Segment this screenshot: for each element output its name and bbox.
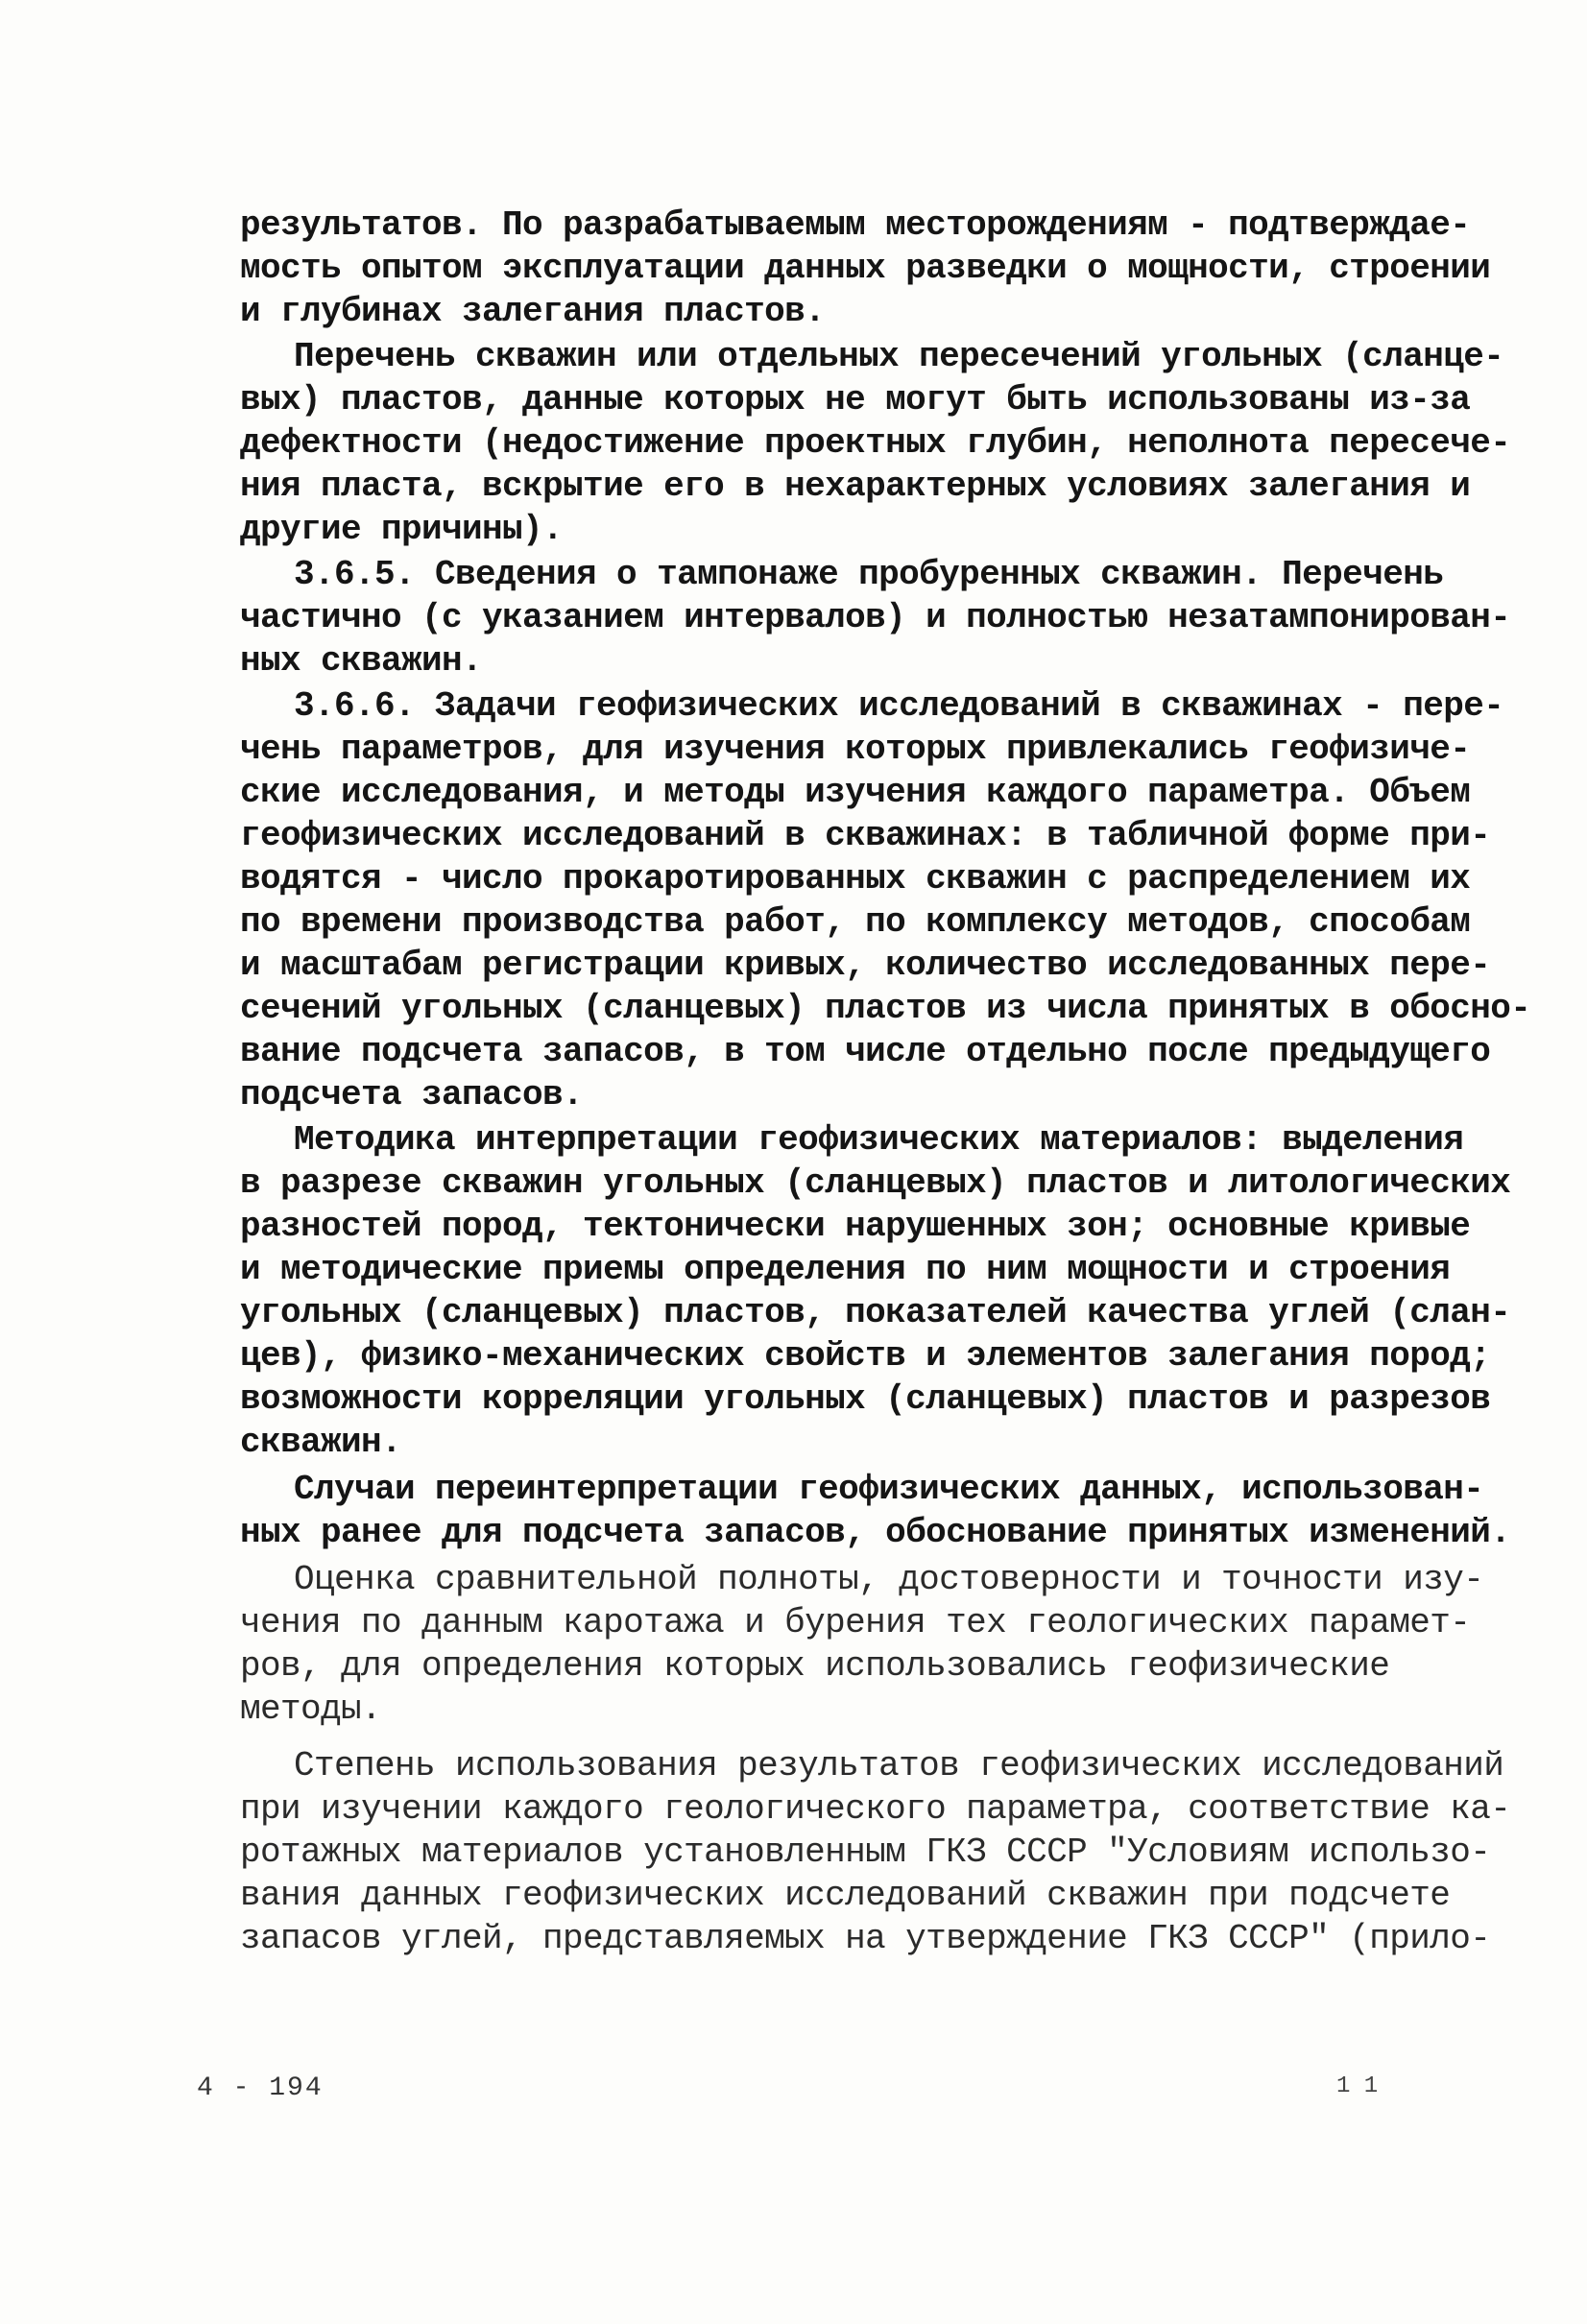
text-line: ротажных материалов установленным ГКЗ СССР "Условиям использо- xyxy=(240,1833,1491,1872)
paragraph xyxy=(240,335,1511,551)
text-line: ных ранее для подсчета запасов, обоснование принятых изменений. xyxy=(240,1513,1511,1552)
text-line: ские исследования, и методы изучения каждого параметра. Объем xyxy=(240,773,1471,812)
text-line: угольных (сланцевых) пластов, показателей качества углей (слан- xyxy=(240,1293,1511,1332)
text-line: запасов углей, представляемых на утверждение ГКЗ СССР" (прило- xyxy=(240,1919,1491,1958)
text-line: возможности корреляции угольных (сланцевых) пластов и разрезов xyxy=(240,1379,1491,1419)
text-line: вых) пластов, данные которых не могут быть использованы из-за xyxy=(240,380,1471,419)
text-line: вание подсчета запасов, в том числе отдельно после предыдущего xyxy=(240,1032,1491,1071)
text-line: по времени производства работ, по комплексу методов, способам xyxy=(240,902,1471,942)
paragraph xyxy=(240,1744,1511,1960)
document-body xyxy=(240,204,1531,1960)
text-line: цев), физико-механических свойств и элементов залегания пород; xyxy=(240,1336,1491,1376)
text-line: в разрезе скважин угольных (сланцевых) пластов и литологических xyxy=(240,1163,1511,1203)
text-line: вания данных геофизических исследований скважин при подсчете xyxy=(240,1876,1451,1915)
text-line: и глубинах залегания пластов. xyxy=(240,292,826,331)
paragraph xyxy=(240,1118,1511,1464)
footer-page-number: 1 1 xyxy=(1336,2073,1379,2099)
text-line: и масштабам регистрации кривых, количество исследованных пере- xyxy=(240,946,1491,985)
text-line: Случаи переинтерпретации геофизических данных, использован- xyxy=(294,1470,1484,1509)
text-line: ров, для определения которых использовались геофизические xyxy=(240,1646,1390,1686)
text-line: сечений угольных (сланцевых) пластов из числа принятых в обосно- xyxy=(240,989,1531,1028)
text-line: Перечень скважин или отдельных пересечений угольных (сланце- xyxy=(294,337,1504,376)
text-line: водятся - число прокаротированных скважин с распределением их xyxy=(240,859,1471,898)
text-line: геофизических исследований в скважинах: в табличной форме при- xyxy=(240,816,1491,855)
text-line: ных скважин. xyxy=(240,641,483,681)
paragraph xyxy=(240,684,1531,1116)
text-line: 3.6.6. Задачи геофизических исследований в скважинах - пере- xyxy=(294,686,1504,726)
text-line: ния пласта, вскрытие его в нехарактерных условиях залегания и xyxy=(240,467,1471,506)
text-line: дефектности (недостижение проектных глубин, неполнота пересече- xyxy=(240,423,1511,463)
text-line: Методика интерпретации геофизических материалов: выделения xyxy=(294,1120,1464,1160)
paragraph xyxy=(240,553,1511,683)
text-line: чения по данным каротажа и бурения тех геологических парамет- xyxy=(240,1603,1471,1642)
text-line: при изучении каждого геологического параметра, соответствие ка- xyxy=(240,1789,1511,1829)
text-line: другие причины). xyxy=(240,510,564,549)
text-line: Оценка сравнительной полноты, достоверности и точности изу- xyxy=(294,1560,1484,1599)
paragraph xyxy=(240,1468,1511,1554)
text-line: скважин. xyxy=(240,1423,402,1462)
footer-sheet-number: 4 - 194 xyxy=(197,2073,324,2103)
text-line: мость опытом эксплуатации данных разведки о мощности, строении xyxy=(240,249,1491,288)
text-line: разностей пород, тектонически нарушенных зон; основные кривые xyxy=(240,1207,1471,1246)
paragraph xyxy=(240,204,1491,333)
text-line: подсчета запасов. xyxy=(240,1075,584,1114)
text-line: результатов. По разрабатываемым месторождениям - подтверждае- xyxy=(240,205,1471,245)
text-line: и методические приемы определения по ним мощности и строения xyxy=(240,1250,1451,1289)
text-line: частично (с указанием интервалов) и полностью незатампонирован- xyxy=(240,598,1511,637)
text-line: 3.6.5. Сведения о тампонаже пробуренных скважин. Перечень xyxy=(294,555,1444,594)
text-line: методы. xyxy=(240,1689,382,1729)
text-line: Степень использования результатов геофизических исследований xyxy=(294,1746,1504,1785)
paragraph xyxy=(240,1558,1484,1731)
text-line: чень параметров, для изучения которых привлекались геофизиче- xyxy=(240,730,1471,769)
